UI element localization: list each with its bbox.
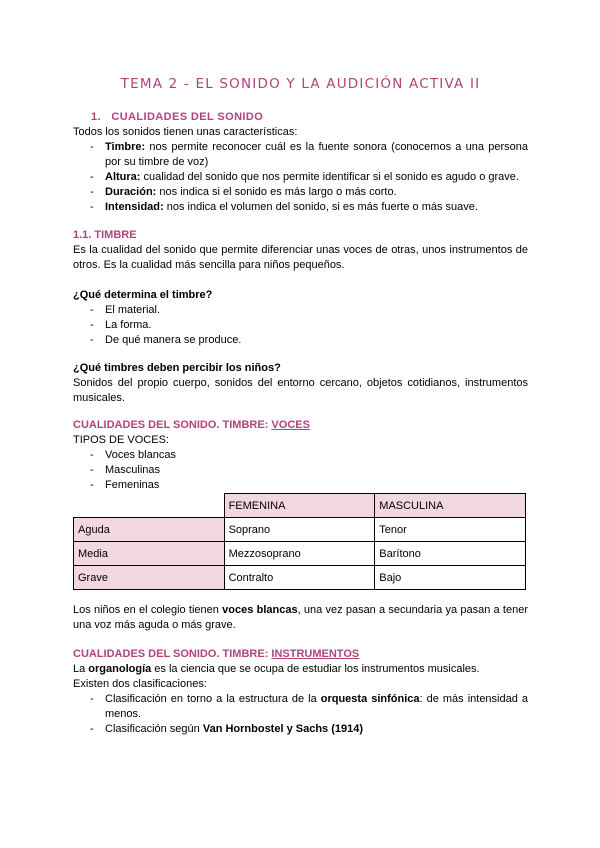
table-row [74, 566, 526, 590]
instrumentos-heading-link[interactable]: INSTRUMENTOS [271, 648, 360, 660]
timbre-paragraph: Es la cualidad del sonido que permite diferenciar unas voces de otras, unos instrumentos de otros. Es la cualidad más sencilla para niños pequeños. [73, 244, 528, 271]
section1-intro: Todos los sonidos tienen unas características: [73, 126, 298, 138]
list-item-term: Altura: [105, 171, 141, 183]
list-item [73, 200, 528, 215]
section1-heading-text: CUALIDADES DEL SONIDO [111, 111, 264, 123]
list-item: - La forma. [73, 318, 528, 333]
list-item-text: nos permite reconocer cuál es la fuente sonora (conocemos a una persona por su timbre de voz) [105, 141, 528, 168]
timbre-answer: Sonidos del propio cuerpo, sonidos del entorno cercano, objetos cotidianos, instrumentos musicales. [73, 377, 528, 404]
voces-paragraph-b: , una vez pasan a secundaria ya pasan a tener una voz más aguda o más grave. [73, 604, 528, 631]
list-item [73, 170, 528, 185]
timbre-factors-list [73, 303, 528, 348]
table-cell: Soprano [224, 518, 375, 542]
classification-2-bold: Van Hornbostel y Sachs (1914) [202, 723, 364, 735]
table-cell: Barítono [375, 542, 526, 566]
table-cell: Tenor [375, 518, 526, 542]
list-item: - Masculinas [73, 463, 528, 478]
voices-table [73, 493, 526, 590]
table-cell: Mezzosoprano [224, 542, 375, 566]
list-item-term: Timbre: [105, 141, 146, 153]
voces-paragraph-a: Los niños en el colegio tienen [73, 604, 223, 616]
list-item-term: Intensidad: [105, 201, 164, 213]
voces-heading-prefix: CUALIDADES DEL SONIDO. TIMBRE: [73, 419, 272, 431]
voces-heading [73, 418, 528, 433]
list-item [73, 722, 528, 737]
section1-heading [73, 110, 528, 125]
classification-1-b: : de más intensidad a menos. [105, 693, 528, 720]
organologia-a: La [73, 663, 89, 675]
list-item-text: cualidad del sonido que nos permite identificar si el sonido es agudo o grave. [140, 171, 519, 183]
table-row [74, 542, 526, 566]
section1-number: 1. [91, 111, 101, 123]
voice-types-label: TIPOS DE VOCES: [73, 434, 169, 446]
classifications-list [73, 692, 528, 737]
organologia-bold: organología [88, 663, 152, 675]
classification-1-a: Clasificación en torno a la estructura de la [105, 693, 321, 705]
row-header: Aguda [74, 518, 225, 542]
list-item: - De qué manera se produce. [73, 333, 528, 348]
table-header-row [74, 494, 526, 518]
list-item [73, 692, 528, 722]
classification-2-a: Clasificación según [105, 723, 203, 735]
list-item-term: Duración: [105, 186, 157, 198]
instrumentos-heading [73, 647, 528, 662]
classifications-intro: Existen dos clasificaciones: [73, 678, 207, 690]
page-title: TEMA 2 - EL SONIDO Y LA AUDICIÓN ACTIVA II [120, 76, 481, 92]
table-corner-cell [74, 494, 225, 518]
classification-1-bold: orquesta sinfónica [320, 693, 420, 705]
list-item: - Voces blancas [73, 448, 528, 463]
table-row [74, 518, 526, 542]
list-item [73, 140, 528, 170]
voice-types-list [73, 448, 528, 493]
timbre-question-2: ¿Qué timbres deben percibir los niños? [73, 362, 281, 374]
list-item: - El material. [73, 303, 528, 318]
row-header: Media [74, 542, 225, 566]
table-cell: Contralto [224, 566, 375, 590]
timbre-question-1: ¿Qué determina el timbre? [73, 289, 213, 301]
list-item-text: nos indica si el sonido es más largo o más corto. [156, 186, 397, 198]
instrumentos-heading-prefix: CUALIDADES DEL SONIDO. TIMBRE: [73, 648, 272, 660]
table-cell: Bajo [375, 566, 526, 590]
list-item [73, 185, 528, 200]
organologia-b: es la ciencia que se ocupa de estudiar los instrumentos musicales. [151, 663, 480, 675]
qualities-list [73, 140, 528, 215]
column-header-masculina: MASCULINA [375, 494, 526, 518]
voces-paragraph [73, 603, 528, 633]
voces-paragraph-bold: voces blancas [222, 604, 298, 616]
list-item: - Femeninas [73, 478, 528, 493]
organologia-line [73, 662, 528, 677]
column-header-femenina: FEMENINA [224, 494, 375, 518]
timbre-heading: 1.1. TIMBRE [73, 229, 137, 241]
row-header: Grave [74, 566, 225, 590]
list-item-text: nos indica el volumen del sonido, si es más fuerte o más suave. [163, 201, 478, 213]
voces-heading-link[interactable]: VOCES [271, 419, 310, 431]
